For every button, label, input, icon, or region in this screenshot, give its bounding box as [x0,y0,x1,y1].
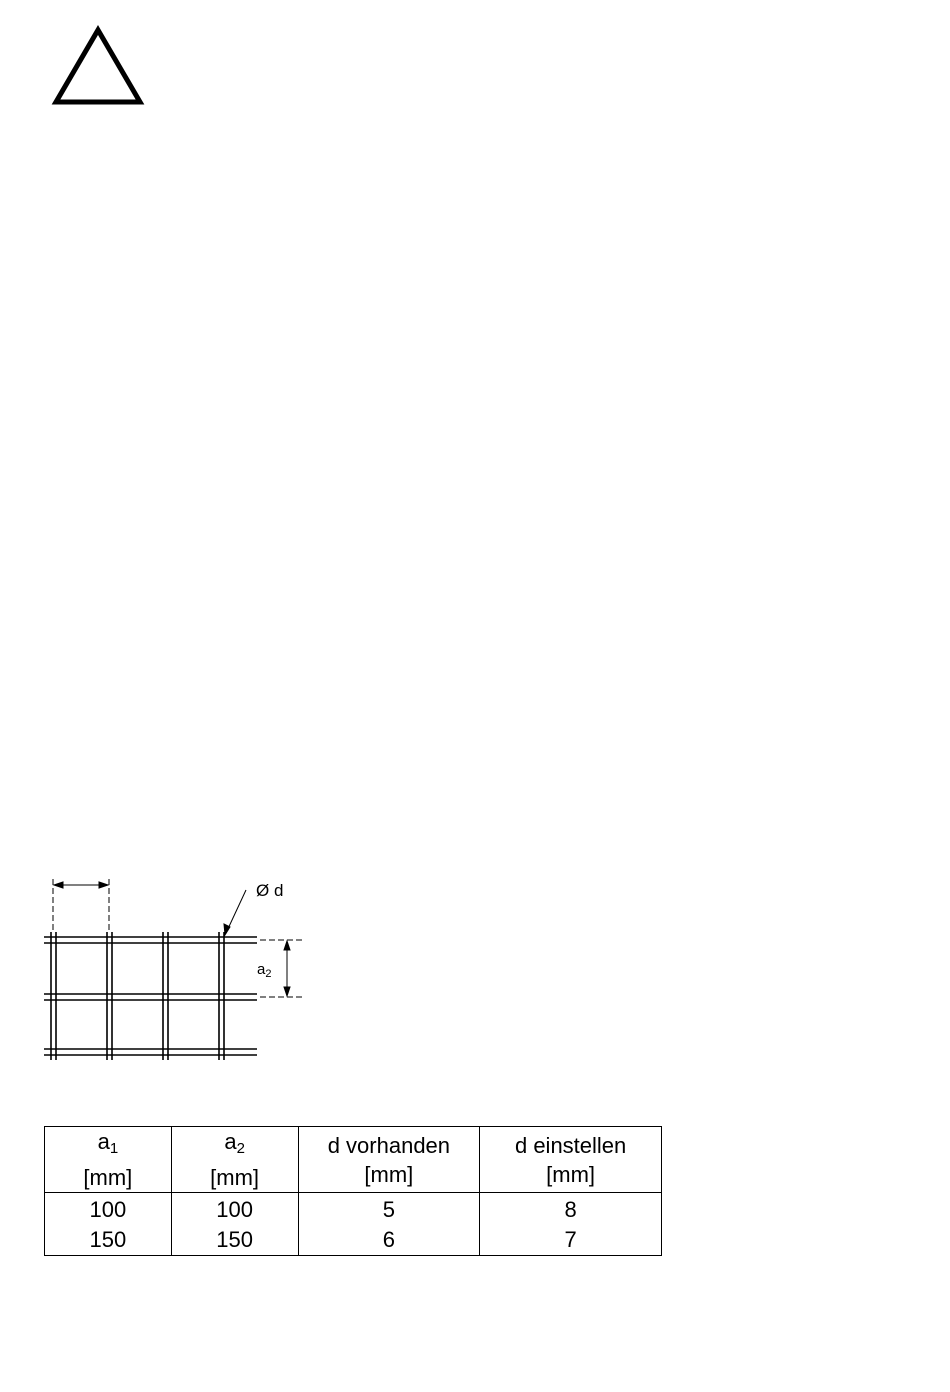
diameter-leader [224,890,246,935]
table-cell: 150 [45,1225,172,1256]
column-header-d-einstellen: d einstellen [mm] [480,1127,662,1193]
table-cell: 100 [171,1193,298,1226]
table-row [45,1225,662,1256]
column-header-a2: $a_2$ [mm] [171,1127,298,1193]
table-cell: 100 [45,1193,172,1226]
table-cell: 150 [171,1225,298,1256]
a2-label: $a_2$ [257,961,272,980]
table-cell: 6 [298,1225,480,1256]
table-row [45,1193,662,1226]
table-cell: 5 [298,1193,480,1226]
wire-mesh-diagram [0,860,340,1080]
a1-dimension [53,879,109,932]
mesh-spec-table [44,1126,662,1256]
diameter-label: Ø d [256,881,284,900]
table-cell: 7 [480,1225,662,1256]
mesh-horizontal-wires [44,937,257,1055]
column-header-d-vorhanden: d vorhanden [mm] [298,1127,480,1193]
table-header-row [45,1127,662,1193]
column-header-a1: $a_1$ [mm] [45,1127,172,1193]
table-cell: 8 [480,1193,662,1226]
warning-triangle-icon [50,24,150,108]
mesh-vertical-wires [51,932,224,1060]
